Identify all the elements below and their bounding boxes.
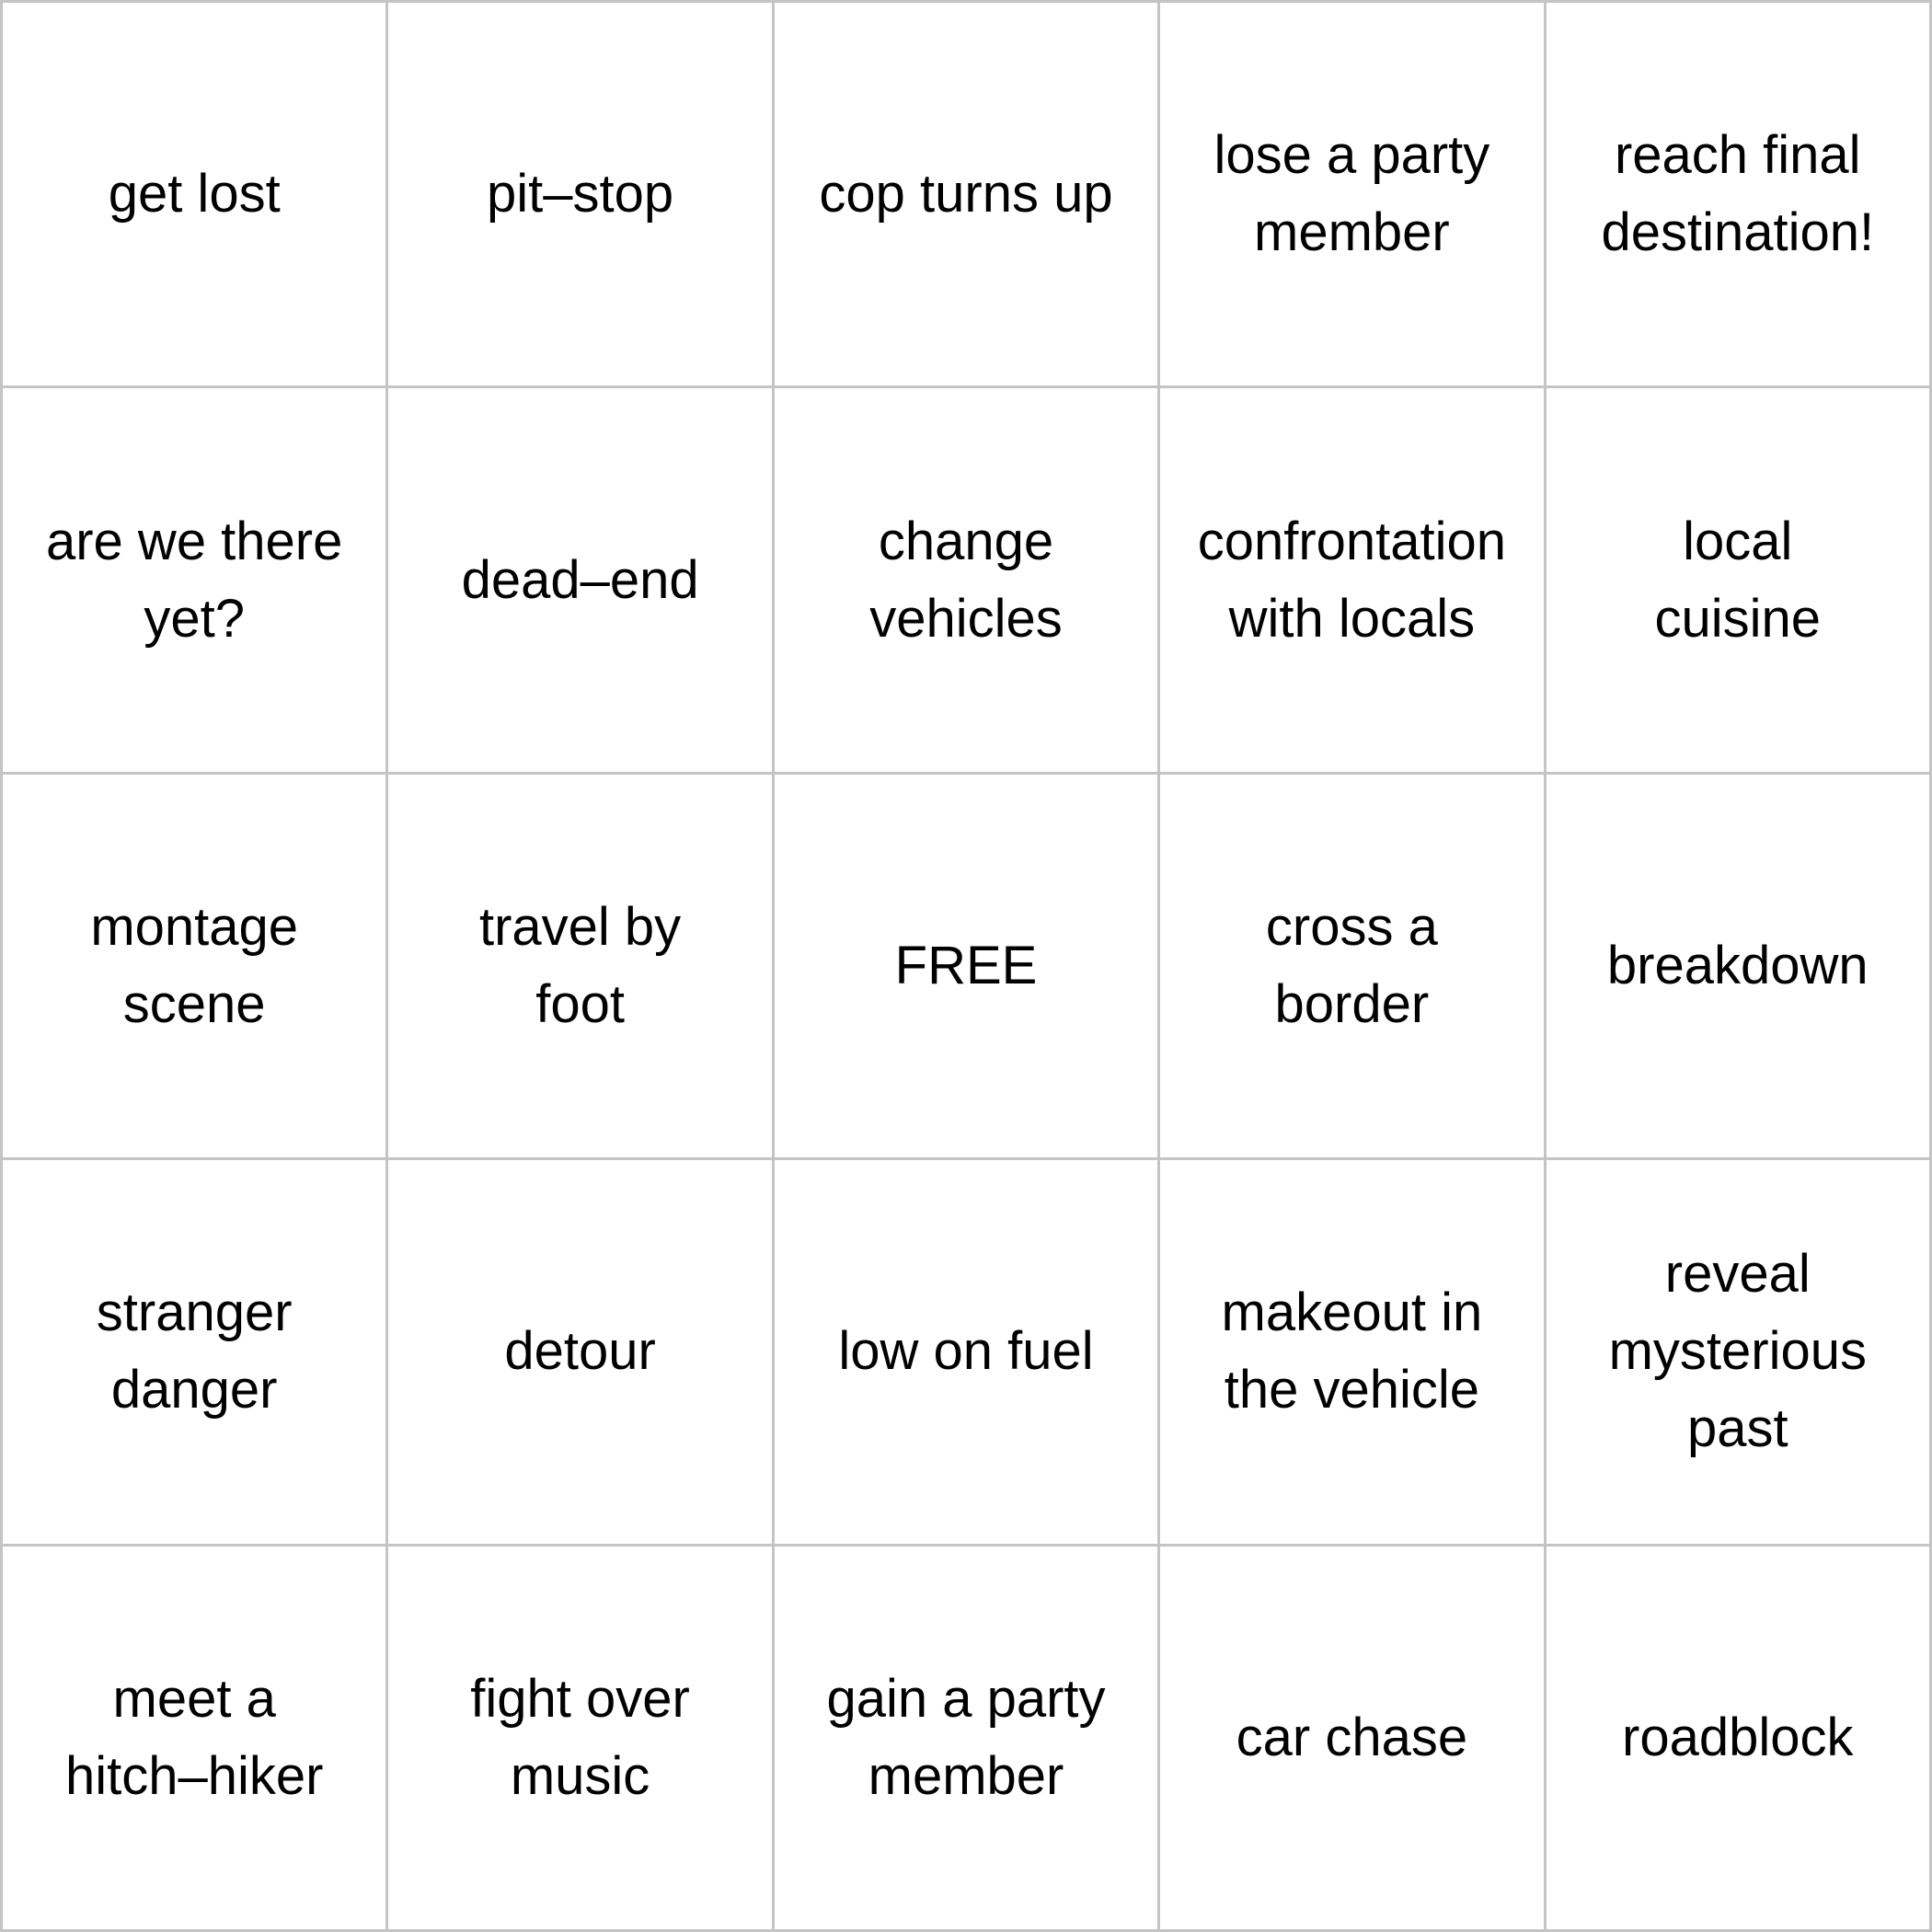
bingo-cell-label: cop turns up	[819, 164, 1113, 224]
bingo-cell-free-space[interactable]	[775, 775, 1160, 1160]
bingo-cell-label: change vehicles	[869, 511, 1063, 649]
bingo-cell-makeout-in-vehicle[interactable]	[1160, 1160, 1546, 1546]
bingo-cell-montage-scene[interactable]	[3, 775, 388, 1160]
bingo-cell-dead-end[interactable]	[388, 388, 774, 774]
bingo-cell-confrontation-with-locals[interactable]	[1160, 388, 1546, 774]
bingo-cell-label: travel by foot	[478, 896, 682, 1034]
bingo-cell-fight-over-music[interactable]	[388, 1547, 774, 1932]
bingo-cell-travel-by-foot[interactable]	[388, 775, 774, 1160]
bingo-cell-are-we-there-yet[interactable]	[3, 388, 388, 774]
bingo-cell-label: pit–stop	[487, 164, 674, 224]
bingo-cell-reach-final-destination[interactable]	[1547, 3, 1932, 388]
bingo-cell-label: cross a border	[1265, 896, 1438, 1034]
bingo-cell-breakdown[interactable]	[1547, 775, 1932, 1160]
bingo-cell-label: gain a party member	[826, 1668, 1106, 1806]
bingo-cell-label: car chase	[1236, 1707, 1468, 1767]
bingo-cell-label: get lost	[108, 164, 281, 224]
bingo-cell-stranger-danger[interactable]	[3, 1160, 388, 1546]
bingo-cell-label: makeout in the vehicle	[1221, 1282, 1483, 1420]
bingo-cell-pit-stop[interactable]	[388, 3, 774, 388]
bingo-cell-label: breakdown	[1606, 935, 1869, 995]
bingo-cell-detour[interactable]	[388, 1160, 774, 1546]
bingo-cell-label: fight over music	[470, 1668, 690, 1806]
bingo-cell-cop-turns-up[interactable]	[775, 3, 1160, 388]
bingo-cell-label: confrontation with locals	[1197, 511, 1507, 649]
bingo-cell-gain-party-member[interactable]	[775, 1547, 1160, 1932]
bingo-cell-label: stranger danger	[96, 1282, 293, 1420]
bingo-cell-reveal-mysterious-past[interactable]	[1547, 1160, 1932, 1546]
bingo-cell-label: dead–end	[461, 549, 699, 610]
bingo-cell-label: lose a party member	[1213, 125, 1490, 263]
bingo-cell-get-lost[interactable]	[3, 3, 388, 388]
bingo-cell-label: low on fuel	[838, 1321, 1094, 1382]
bingo-cell-change-vehicles[interactable]	[775, 388, 1160, 774]
bingo-cell-label: FREE	[894, 935, 1038, 995]
bingo-cell-label: montage scene	[90, 896, 299, 1034]
bingo-cell-car-chase[interactable]	[1160, 1547, 1546, 1932]
bingo-cell-label: are we there yet?	[45, 511, 343, 649]
bingo-cell-label: roadblock	[1622, 1707, 1854, 1767]
bingo-cell-roadblock[interactable]	[1547, 1547, 1932, 1932]
bingo-cell-low-on-fuel[interactable]	[775, 1160, 1160, 1546]
bingo-cell-label: detour	[504, 1321, 656, 1382]
bingo-cell-label: reveal mysterious past	[1608, 1244, 1867, 1459]
bingo-cell-label: reach final destination!	[1601, 125, 1875, 263]
bingo-cell-meet-hitch-hiker[interactable]	[3, 1547, 388, 1932]
bingo-cell-label: meet a hitch–hiker	[64, 1668, 324, 1806]
bingo-cell-label: local cuisine	[1654, 511, 1822, 649]
bingo-cell-local-cuisine[interactable]	[1547, 388, 1932, 774]
bingo-cell-cross-a-border[interactable]	[1160, 775, 1546, 1160]
bingo-cell-lose-party-member[interactable]	[1160, 3, 1546, 388]
